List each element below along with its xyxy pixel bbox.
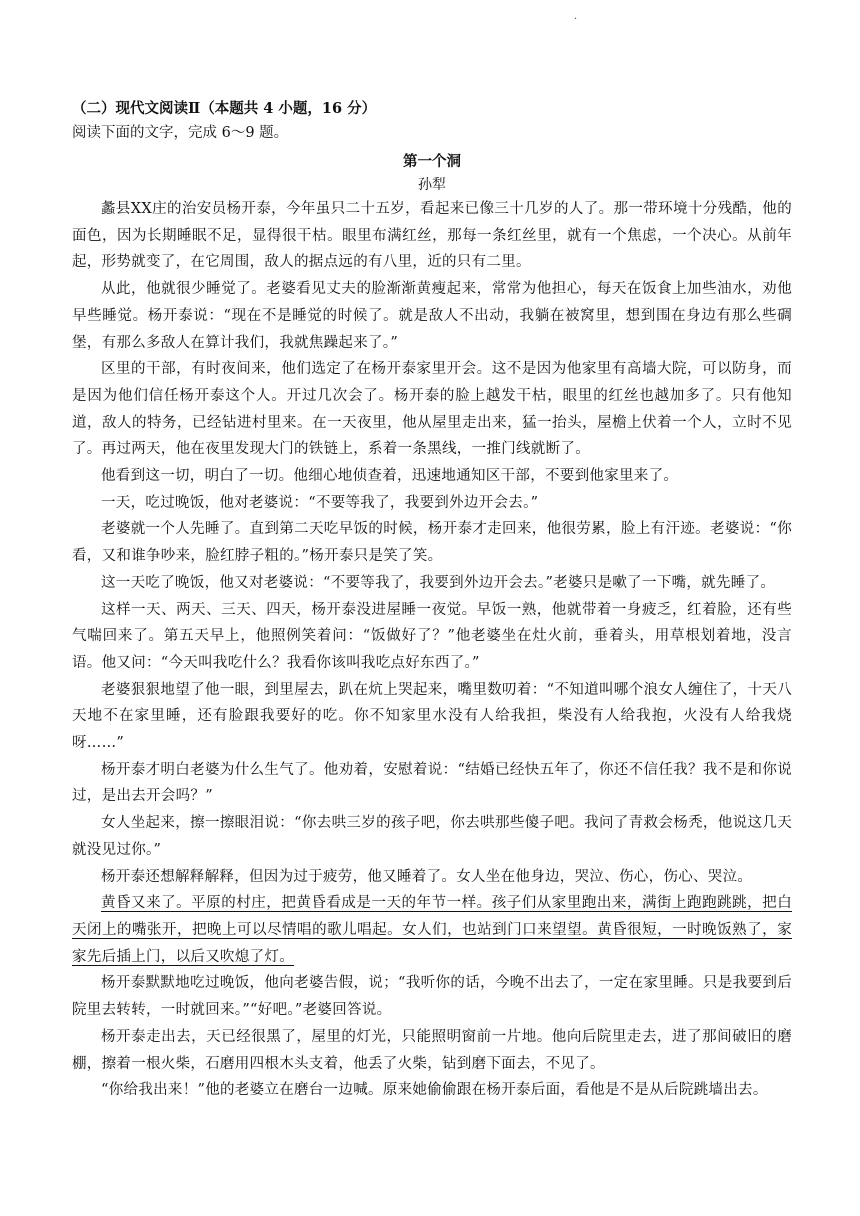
article-paragraph: 老婆就一个人先睡了。直到第二天吃早饭的时候，杨开泰才走回来，他很劳累，脸上有汗迹。老婆说：“你看，又和谁争吵来，脸红脖子粗的。”杨开泰只是笑了笑。 bbox=[72, 521, 792, 565]
section-title: （二）现代文阅读Ⅱ（本题共 4 小题，16 分） bbox=[72, 100, 377, 117]
article-paragraph: 杨开泰默默地吃过晚饭，他向老婆告假，说；“我听你的话，今晚不出去了，一定在家里睡。只是我要到后院里去转转，一时就回来。”“好吧。”老婆回答说。 bbox=[72, 975, 792, 1019]
article-title: 第一个洞 bbox=[403, 153, 461, 170]
article-paragraph: 区里的干部，有时夜间来，他们选定了在杨开泰家里开会。这不是因为他家里有高墙大院，可以防身，而是因为他们信任杨开泰这个人。开过几次会了。杨开泰的脸上越发干枯，眼里的红丝也越加多了。只有他知道，敌人的特务，已经钻进村里来。在一天夜里，他从屋里走出来，猛一抬头，屋檐上伏着一个人，立时不见了。再过两天，他在夜里发现大门的铁链上，系着一条黑线，一推门线就断了。 bbox=[72, 361, 792, 458]
article-paragraph: 女人坐起来，擦一擦眼泪说：“你去哄三岁的孩子吧，你去哄那些傻子吧。我问了青救会杨秃，他说这几天就没见过你。” bbox=[72, 815, 792, 858]
article-paragraph: 蠡县XX庄的治安员杨开泰，今年虽只二十五岁，看起来已像三十几岁的人了。那一带环境十分残酷，他的面色，因为长期睡眠不足，显得很干枯。眼里布满红丝，那每一条红丝里，就有一个焦虑，一个决心。从前年起，形势就变了，在它周围，敌人的据点远的有八里，近的只有二里。 bbox=[72, 201, 792, 271]
reading-instruction: 阅读下面的文字，完成 6～9 题。 bbox=[72, 125, 289, 141]
article-body bbox=[72, 196, 792, 1104]
article-paragraph: 这样一天、两天、三天、四天，杨开泰没进屋睡一夜觉。早饭一熟，他就带着一身疲乏，红着脸，还有些气喘回来了。第五天早上，他照例笑着问：“饭做好了？”他老婆坐在灶火前，垂着头，用草根划着地，没言语。他又问：“今天叫我吃什么？我看你该叫我吃点好东西了。” bbox=[72, 601, 792, 671]
article-paragraph: “你给我出来！”他的老婆立在磨台一边喊。原来她偷偷跟在杨开泰后面，看他是不是从后院跳墙出去。 bbox=[101, 1082, 768, 1099]
article-paragraph: 老婆狠狠地望了他一眼，到里屋去，趴在炕上哭起来，嘴里数叨着：“不知道叫哪个浪女人缠住了，十天八天地不在家里睡，还有脸跟我要好的吃。你不知家里水没有人给我担，柴没有人给我抱，火没有人给我烧呀……” bbox=[72, 681, 792, 752]
article-paragraph: 杨开泰才明白老婆为什么生气了。他劝着，安慰着说：“结婚已经快五年了，你还不信任我？我不是和你说过，是出去开会吗？” bbox=[72, 761, 792, 805]
article-paragraph: 一天，吃过晚饭，他对老婆说：“不要等我了，我要到外边开会去。” bbox=[101, 494, 539, 511]
article-paragraph: 从此，他就很少睡觉了。老婆看见丈夫的脸渐渐黄瘦起来，常常为他担心，每天在饭食上加些油水，劝他早些睡觉。杨开泰说：“现在不是睡觉的时候了。就是敌人不出动，我躺在被窝里，想到围在身边有那么些碉堡，有那么多敌人在算计我们，我就焦躁起来了。” bbox=[72, 281, 792, 351]
article-paragraph: 这一天吃了晚饭，他又对老婆说：“不要等我了，我要到外边开会去。”老婆只是嗽了一下嘴，就先睡了。 bbox=[101, 574, 776, 591]
header-mark: · bbox=[574, 14, 578, 25]
article-author: 孙犁 bbox=[418, 177, 446, 193]
article-paragraph: 杨开泰走出去，天已经很黑了，屋里的灯光，只能照明窗前一片地。他向后院里走去，进了那间破旧的磨棚，擦着一根火柴，石磨用四根木头支着，他丢了火柴，钻到磨下面去，不见了。 bbox=[72, 1028, 792, 1072]
article-paragraph: 杨开泰还想解释解释，但因为过于疲劳，他又睡着了。女人坐在他身边，哭泣、伤心，伤心、哭泣。 bbox=[101, 868, 753, 885]
article-paragraph: 他看到这一切，明白了一切。他细心地侦查着，迅速地通知区干部，不要到他家里来了。 bbox=[101, 468, 679, 485]
document-page bbox=[72, 98, 792, 1104]
article-paragraph: 黄昏又来了。平原的村庄，把黄昏看成是一天的年节一样。孩子们从家里跑出来，满街上跑跑跳跳，把白天闭上的嘴张开，把晚上可以尽情唱的歌儿唱起。女人们，也站到门口来望望。黄昏很短，一时晚饭熟了，家家先后插上门，以后又吹熄了灯。 bbox=[72, 895, 792, 965]
